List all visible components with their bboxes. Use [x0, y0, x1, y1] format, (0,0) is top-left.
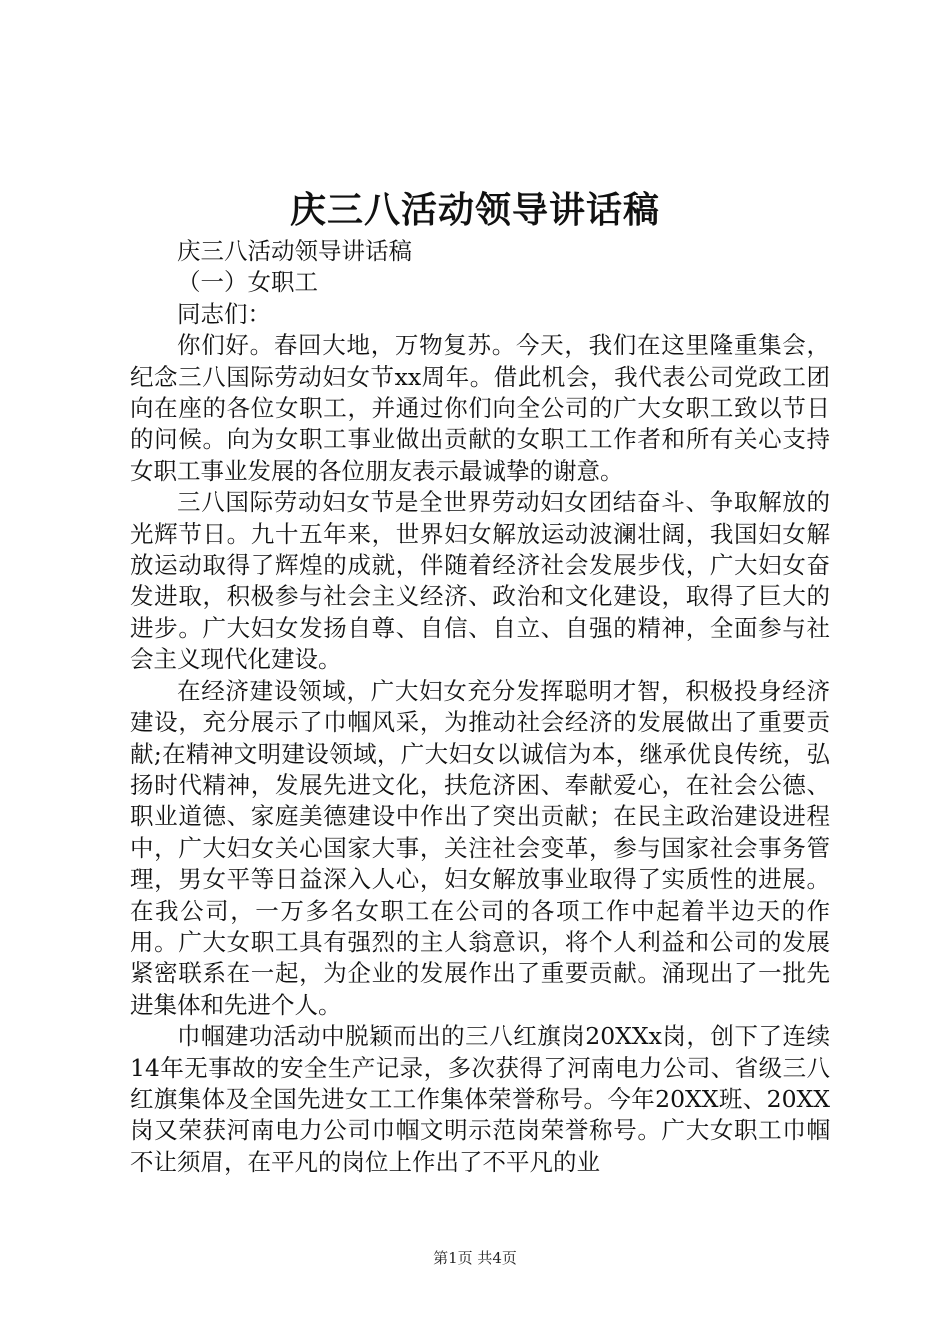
paragraph: 你们好。春回大地，万物复苏。今天，我们在这里隆重集会，纪念三八国际劳动妇女节xx周年。借此机会，我代表公司党政工团向在座的各位女职工，并通过你们向全公司的广大女职工致以节日的问候。向为女职工事业做出贡献的女职工工作者和所有关心支持女职工事业发展的各位朋友表示最诚挚的谢意。 — [130, 331, 830, 485]
section-label: （一）女职工 — [177, 268, 318, 297]
paragraph: 在经济建设领域，广大妇女充分发挥聪明才智，积极投身经济建设，充分展示了巾帼风采，为推动社会经济的发展做出了重要贡献;在精神文明建设领域，广大妇女以诚信为本，继承优良传统，弘扬时代精神，发展先进文化，扶危济困、奉献爱心，在社会公德、职业道德、家庭美德建设中作出了突出贡献；在民主政治建设进程中，广大妇女关心国家大事，关注社会变革，参与国家社会事务管理，男女平等日益深入人心，妇女解放事业取得了实质性的进展。在我公司，一万多名女职工在公司的各项工作中起着半边天的作用。广大女职工具有强烈的主人翁意识，将个人利益和公司的发展紧密联系在一起，为企业的发展作出了重要贡献。涌现出了一批先进集体和先进个人。 — [130, 676, 830, 1019]
salutation: 同志们： — [177, 299, 271, 328]
paragraph: 三八国际劳动妇女节是全世界劳动妇女团结奋斗、争取解放的光辉节日。九十五年来，世界妇女解放运动波澜壮阔，我国妇女解放运动取得了辉煌的成就，伴随着经济社会发展步伐，广大妇女奋发进取，积极参与社会主义经济、政治和文化建设，取得了巨大的进步。广大妇女发扬自尊、自信、自立、自强的精神，全面参与社会主义现代化建设。 — [130, 488, 830, 674]
document-title: 庆三八活动领导讲话稿 — [289, 189, 660, 231]
subtitle-line: 庆三八活动领导讲话稿 — [177, 237, 412, 265]
paragraph: 巾帼建功活动中脱颖而出的三八红旗岗20XXx岗，创下了连续14年无事故的安全生产记录，多次获得了河南电力公司、省级三八红旗集体及全国先进女工工作集体荣誉称号。今年20XX班、20XX岗又荣获河南电力公司巾帼文明示范岗荣誉称号。广大女职工巾帼不让须眉，在平凡的岗位上作出了不平凡的业 — [130, 1022, 830, 1176]
page-footer: 第1页 共4页 — [433, 1249, 517, 1267]
document-body — [130, 236, 830, 1178]
